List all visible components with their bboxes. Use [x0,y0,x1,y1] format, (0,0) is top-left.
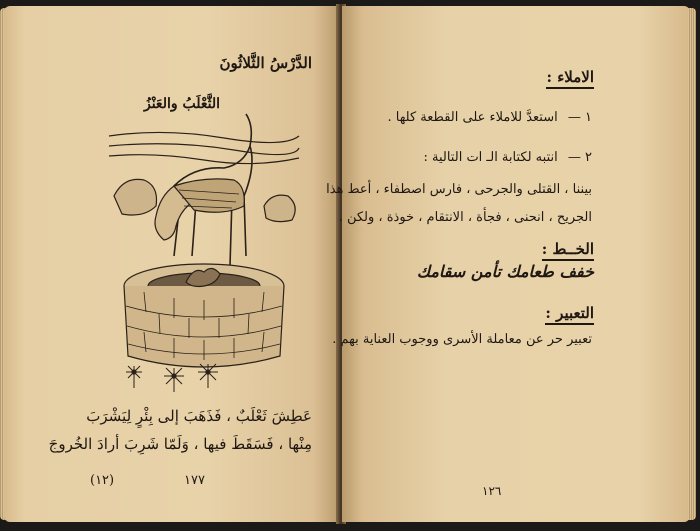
story-line-1: عَطِشَ ثَعْلَبٌ ، فَذَهَبَ إلى بِئْرٍ لِيَشْرَبَ [86,407,312,425]
right-page-edges [688,8,696,520]
imla-item-1-number: ١ — [567,110,592,125]
story-title: الثَّعْلَبُ والعَنْزُ [143,96,220,112]
imla-item-1-text: استعدَّ للاملاء على القطعة كلها . [387,110,558,125]
word-list-line-1: بيننا ، القتلى والجرحى ، فارس اصطفاء ، أعط هذا [326,182,592,197]
khat-heading: الخــط : [542,240,594,261]
tabeer-heading: التعبير : [545,304,594,325]
lesson-title: الدَّرْسُ الثَّلاثُونَ [219,54,312,72]
calligraphy-sentence: خفف طعامك تأمن سقامك [416,262,594,281]
imla-item-1 [387,110,592,125]
left-page-number: ١٧٧ [184,473,205,488]
word-list-line-2: الجريح ، انحنى ، فجأة ، الانتقام ، خوذة ، ولكن . [338,210,592,225]
right-page-number: ١٢٦ [482,484,502,498]
imla-heading: الاملاء : [546,68,594,89]
fox-and-goat-illustration [104,106,304,396]
story-line-2: مِنْها ، فَسَقَطَ فيها ، وَلَمّا شَرِبَ أرادَ الخُروجَ [48,435,312,453]
imla-item-2 [423,150,592,165]
right-page [326,6,690,522]
left-page [4,6,340,522]
imla-item-2-text: انتبه لكتابة الـ ات التالية : [423,150,558,165]
imla-item-2-number: ٢ — [567,150,592,165]
left-page-number-paren: (١٢) [90,473,115,488]
tabeer-text: تعبير حر عن معاملة الأسرى ووجوب العناية بهم . [332,332,592,347]
